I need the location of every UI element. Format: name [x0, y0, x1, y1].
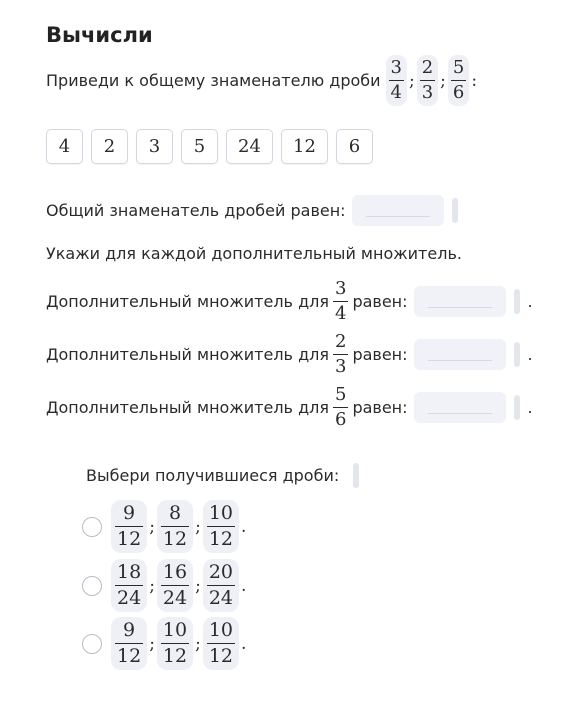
numerator: 9 [123, 502, 136, 524]
multiplier-drop-zone[interactable] [414, 286, 506, 317]
option-fraction [203, 500, 239, 553]
multiplier-drop-zone[interactable] [414, 392, 506, 423]
drop-zone-handle [514, 289, 520, 314]
separator: ; [195, 633, 201, 654]
period: . [527, 345, 533, 364]
option-fraction [111, 617, 147, 670]
denominator: 12 [208, 645, 234, 667]
denominator: 24 [208, 587, 234, 609]
period: . [527, 398, 533, 417]
multiplier-fraction [333, 280, 348, 323]
option-fraction [157, 559, 193, 612]
fraction-bar [333, 301, 348, 302]
multiplier-drop-zone[interactable] [414, 339, 506, 370]
denominator: 12 [162, 528, 188, 550]
numerator: 20 [208, 561, 234, 583]
choose-fractions-line [86, 463, 359, 488]
period: . [241, 575, 247, 596]
common-denominator-drop-zone[interactable] [352, 195, 444, 226]
task-line [46, 55, 479, 106]
multiplier-line [46, 386, 533, 429]
choose-label: Выбери получившиеся дроби: [86, 466, 340, 485]
denominator: 3 [421, 82, 434, 103]
numerator: 9 [123, 619, 136, 641]
separator: ; [149, 516, 155, 537]
common-denominator-line [46, 195, 458, 226]
denominator: 12 [117, 645, 142, 667]
numerator: 10 [208, 502, 234, 524]
period: . [527, 292, 533, 311]
denominator: 12 [162, 645, 188, 667]
task-fraction [386, 55, 407, 106]
number-chip[interactable]: 3 [136, 129, 173, 164]
option-fraction [203, 617, 239, 670]
drop-zone-handle [514, 395, 520, 420]
radio-button[interactable] [82, 634, 102, 654]
denominator: 24 [117, 587, 142, 609]
separator: ; [440, 70, 446, 91]
number-chip[interactable]: 6 [336, 129, 373, 164]
option-fraction [157, 617, 193, 670]
fraction-bar [161, 526, 189, 527]
number-chip[interactable]: 12 [281, 129, 328, 164]
task-end-colon: : [471, 70, 478, 91]
separator: ; [149, 633, 155, 654]
multiplier-line [46, 333, 533, 376]
number-chip[interactable]: 24 [226, 129, 273, 164]
multiplier-suffix: равен: [352, 398, 408, 417]
answer-chips [46, 129, 373, 164]
fraction-bar [207, 526, 235, 527]
period: . [241, 633, 247, 654]
multiplier-fraction [333, 386, 348, 429]
number-chip[interactable]: 2 [91, 129, 128, 164]
denominator: 3 [334, 356, 347, 377]
multiplier-suffix: равен: [352, 345, 408, 364]
multiplier-prefix: Дополнительный множитель для [46, 398, 329, 417]
numerator: 2 [334, 331, 347, 352]
radio-option[interactable] [82, 617, 248, 670]
radio-option[interactable] [82, 559, 248, 612]
separator: ; [149, 575, 155, 596]
multiplier-suffix: равен: [352, 292, 408, 311]
denominator: 12 [208, 528, 234, 550]
common-denominator-label: Общий знаменатель дробей равен: [46, 201, 346, 220]
fraction-bar [207, 643, 235, 644]
fraction-bar [115, 526, 143, 527]
radio-button[interactable] [82, 517, 102, 537]
multiplier-line [46, 280, 533, 323]
multiplier-prefix: Дополнительный множитель для [46, 292, 329, 311]
numerator: 5 [334, 384, 347, 405]
exercise-title: Вычисли [46, 23, 153, 47]
denominator: 24 [162, 587, 188, 609]
fraction-bar [333, 407, 348, 408]
numerator: 3 [390, 57, 402, 78]
multiplier-fraction [333, 333, 348, 376]
denominator: 4 [334, 303, 347, 324]
label-handle [353, 463, 359, 488]
number-chip[interactable]: 4 [46, 129, 83, 164]
numerator: 16 [162, 561, 188, 583]
instruction-text: Укажи для каждой дополнительный множитель. [46, 244, 462, 263]
denominator: 12 [117, 528, 142, 550]
fraction-bar [420, 80, 435, 81]
task-text: Приведи к общему знаменателю дроби [46, 71, 381, 90]
separator: ; [195, 575, 201, 596]
numerator: 18 [117, 561, 142, 583]
option-fraction [111, 559, 147, 612]
fraction-bar [207, 585, 235, 586]
task-fraction [417, 55, 438, 106]
multiplier-prefix: Дополнительный множитель для [46, 345, 329, 364]
fraction-bar [115, 585, 143, 586]
fraction-bar [451, 80, 466, 81]
option-fraction [157, 500, 193, 553]
drop-zone-handle [452, 198, 458, 223]
denominator: 6 [452, 82, 465, 103]
numerator: 3 [334, 278, 347, 299]
fraction-bar [389, 80, 404, 81]
numerator: 10 [208, 619, 234, 641]
fraction-bar [333, 354, 348, 355]
numerator: 2 [421, 57, 434, 78]
option-fraction [111, 500, 147, 553]
fraction-bar [161, 643, 189, 644]
fraction-bar [115, 643, 143, 644]
denominator: 4 [390, 82, 402, 103]
radio-button[interactable] [82, 576, 102, 596]
radio-option[interactable] [82, 500, 248, 553]
number-chip[interactable]: 5 [181, 129, 218, 164]
option-fraction [203, 559, 239, 612]
drop-zone-handle [514, 342, 520, 367]
denominator: 6 [334, 409, 347, 430]
numerator: 10 [162, 619, 188, 641]
separator: ; [408, 70, 415, 91]
fraction-bar [161, 585, 189, 586]
period: . [241, 516, 247, 537]
numerator: 5 [452, 57, 465, 78]
separator: ; [195, 516, 201, 537]
numerator: 8 [168, 502, 182, 524]
task-fraction [448, 55, 469, 106]
